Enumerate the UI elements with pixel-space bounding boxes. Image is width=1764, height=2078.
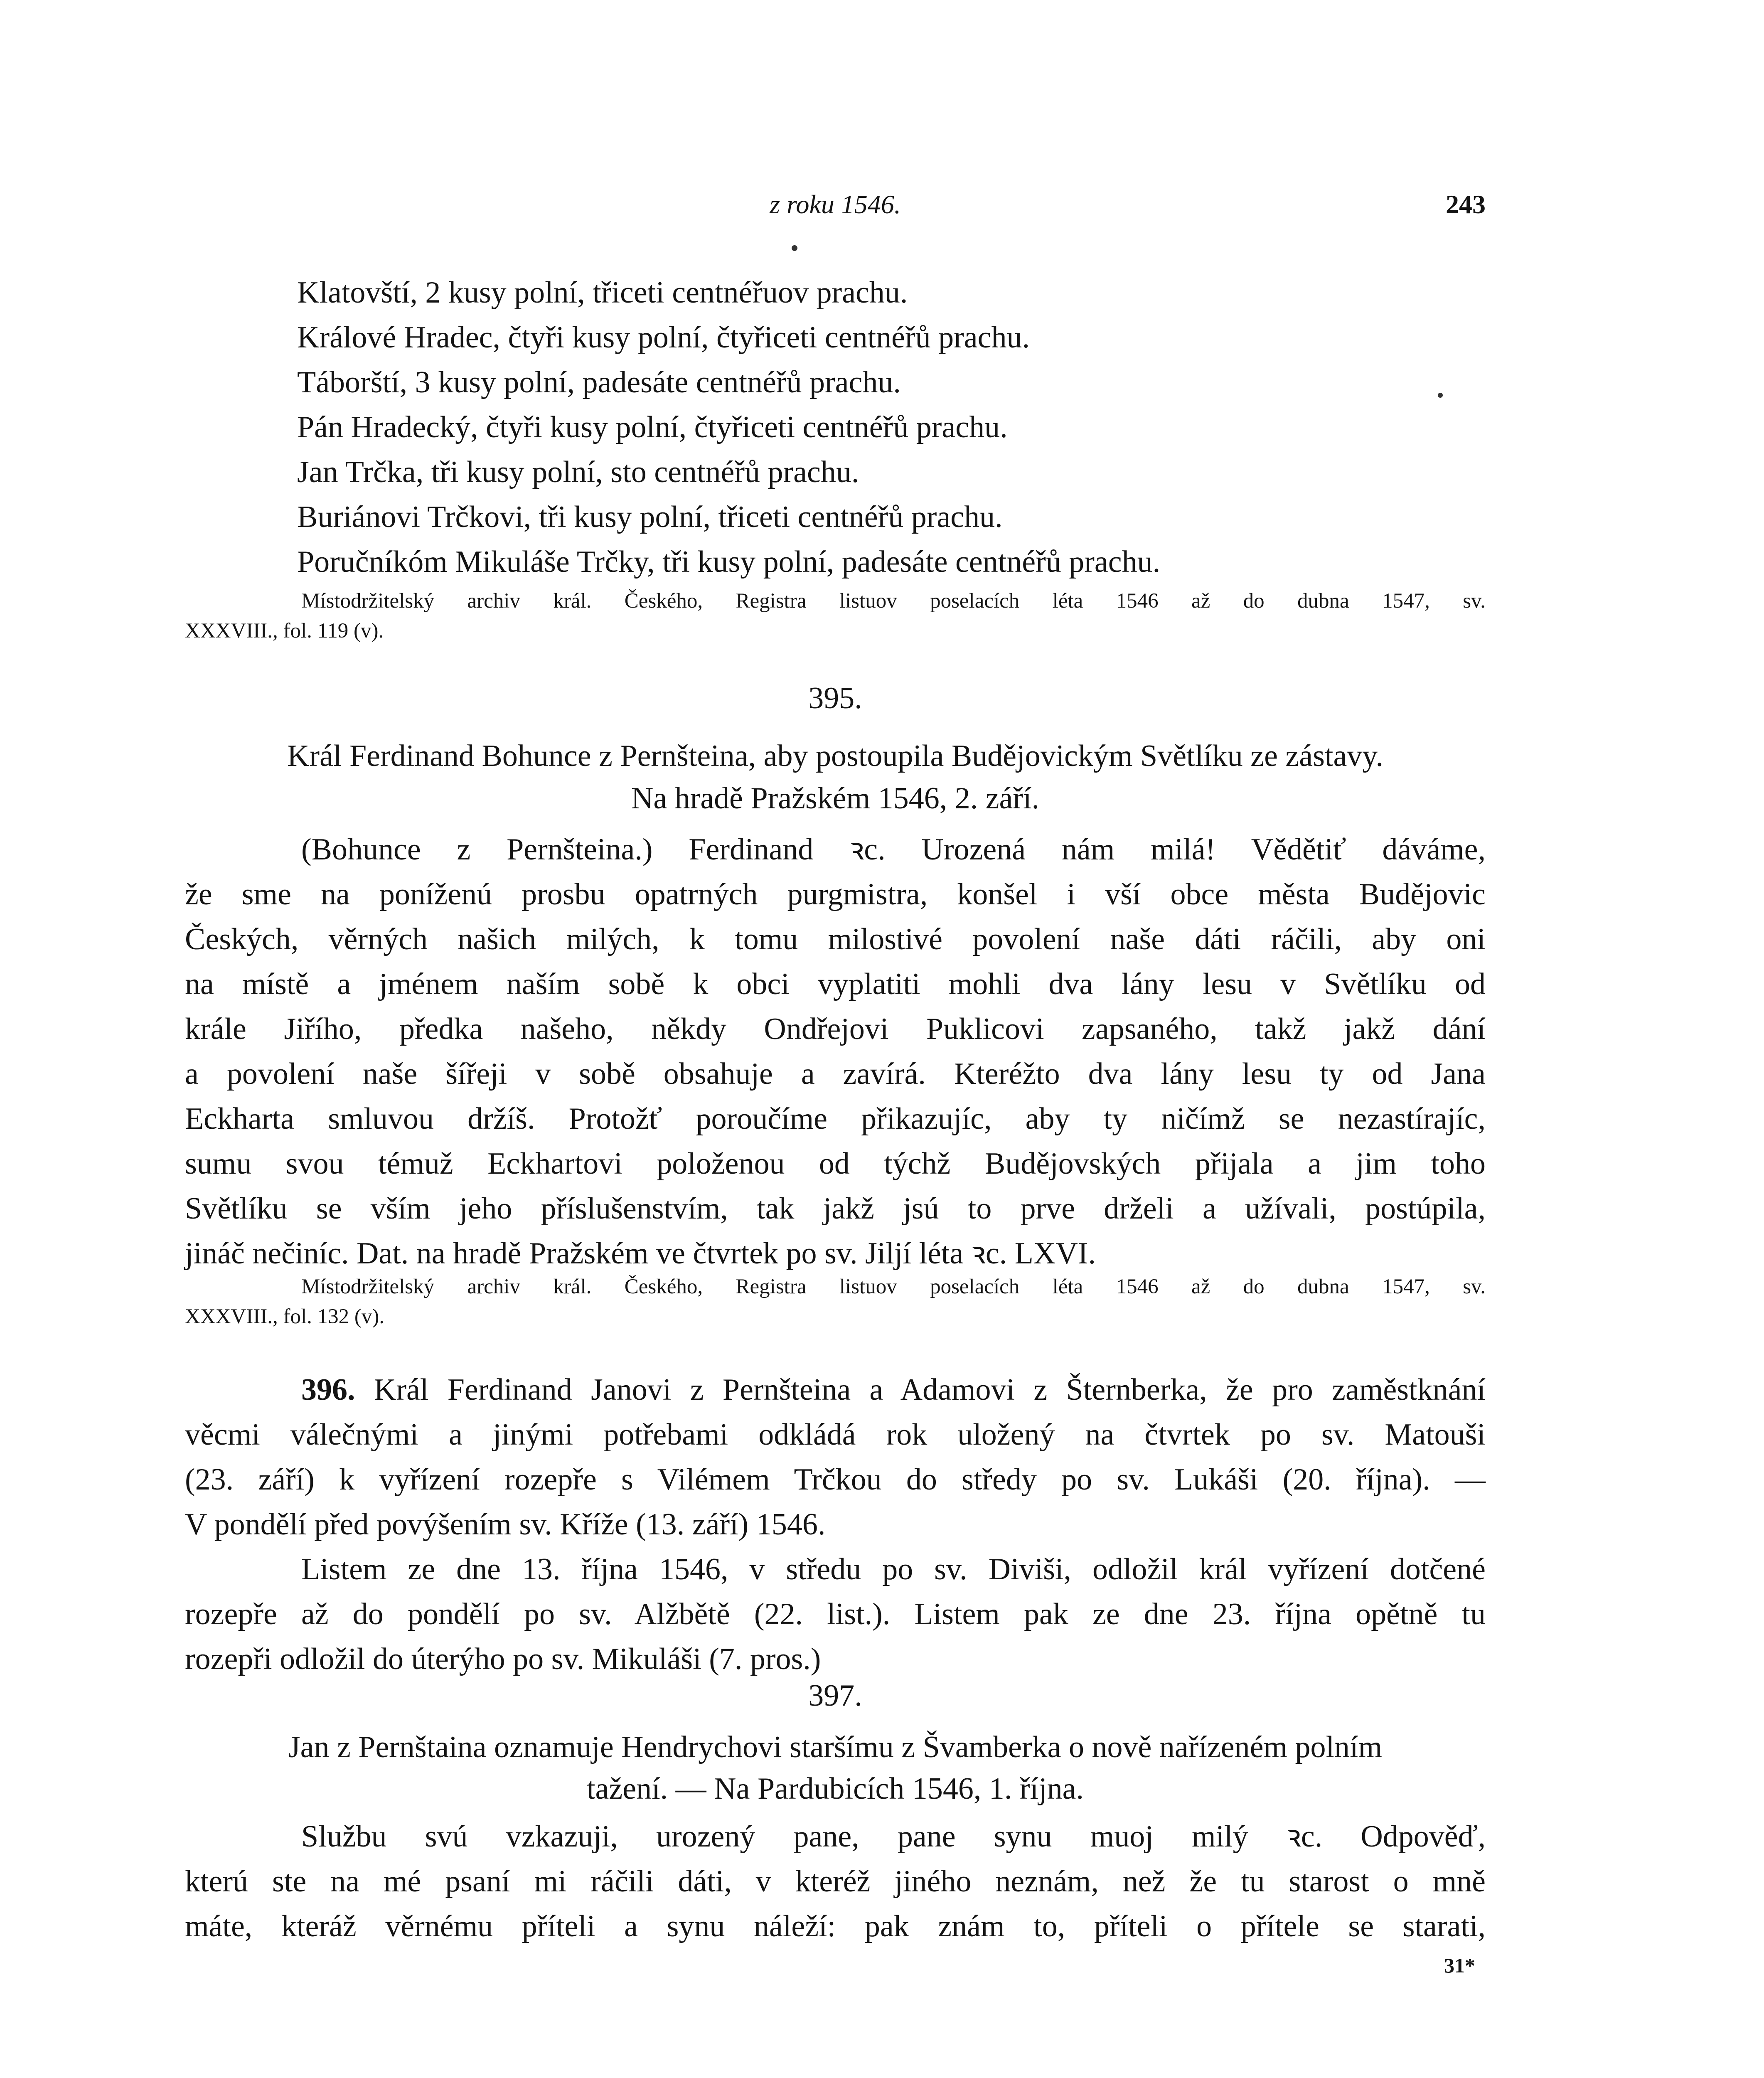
list-item: Klatovští, 2 kusy polní, třiceti centnéřuov prachu. bbox=[297, 276, 908, 310]
heading-line: tažení. — Na Pardubicích 1546, 1. října. bbox=[587, 1772, 1084, 1806]
heading-line: Jan z Pernštaina oznamuje Hendrychovi staršímu z Švamberka o nově nařízeném polním bbox=[288, 1730, 1383, 1764]
body-line: Eckharta smluvou držíš. Protožť poroučíme přikazujíc, aby ty ničímž se nezastírajíc, bbox=[185, 1102, 1486, 1136]
body-line: Službu svú vzkazuji, urozený pane, pane synu muoj milý ꝛc. Odpověď, bbox=[301, 1819, 1486, 1854]
citation-line: Místodržitelský archiv král. Českého, Registra listuov poselacích léta 1546 až do dubna 1547, sv. bbox=[301, 1275, 1486, 1298]
body-line: Světlíku se vším jeho příslušenstvím, tak jakž jsú to prve drželi a užívali, postúpila, bbox=[185, 1192, 1486, 1226]
signature-mark: 31* bbox=[1444, 1954, 1475, 1977]
body-line: na místě a jménem naším sobě k obci vyplatiti mohli dva lány lesu v Světlíku od bbox=[185, 967, 1486, 1001]
citation-line: Místodržitelský archiv král. Českého, Registra listuov poselacích léta 1546 až do dubna 1547, sv. bbox=[301, 589, 1486, 613]
list-item: Poručníkóm Mikuláše Trčky, tři kusy polní, padesáte centnéřů prachu. bbox=[297, 545, 1161, 579]
body-line: máte, kteráž věrnému příteli a synu náleží: pak znám to, příteli o přítele se starati, bbox=[185, 1909, 1486, 1943]
document-number-397: 397. bbox=[808, 1679, 862, 1713]
body-line: kterú ste na mé psaní mi ráčili dáti, v kteréž jiného neznám, než že tu starost o mně bbox=[185, 1864, 1486, 1898]
citation-line: XXXVIII., fol. 119 (v). bbox=[185, 619, 384, 643]
running-title: z roku 1546. bbox=[770, 190, 901, 219]
regest-line bbox=[185, 1367, 1486, 1412]
page-number: 243 bbox=[1446, 190, 1486, 219]
running-header bbox=[185, 189, 1486, 235]
note-line: rozepře až do pondělí po sv. Alžbětě (22. list.). Listem pak ze dne 23. října opětně tu bbox=[185, 1597, 1486, 1631]
regest-line: věcmi válečnými a jinými potřebami odkládá rok uložený na čtvrtek po sv. Matouši bbox=[185, 1418, 1486, 1452]
body-line: že sme na poníženú prosbu opatrných purgmistra, konšel i vší obce města Budějovic bbox=[185, 877, 1486, 911]
heading-line: Na hradě Pražském 1546, 2. září. bbox=[631, 781, 1040, 815]
note-line: Listem ze dne 13. října 1546, v středu po sv. Diviši, odložil král vyřízení dotčené bbox=[301, 1552, 1486, 1586]
regest-line: V pondělí před povýšením sv. Kříže (13. září) 1546. bbox=[185, 1507, 826, 1541]
list-item: Táborští, 3 kusy polní, padesáte centnéřů prachu. bbox=[297, 365, 901, 399]
regest-text: Král Ferdinand Janovi z Pernšteina a Adamovi z Šternberka, že pro zaměstknání bbox=[374, 1373, 1486, 1407]
citation-line: XXXVIII., fol. 132 (v). bbox=[185, 1305, 385, 1328]
scan-speck bbox=[792, 245, 797, 251]
body-line: (Bohunce z Pernšteina.) Ferdinand ꝛc. Urozená nám milá! Vědětiť dáváme, bbox=[301, 832, 1486, 867]
body-line: a povolení naše šířeji v sobě obsahuje a zavírá. Kteréžto dva lány lesu ty od Jana bbox=[185, 1057, 1486, 1091]
document-heading-397 bbox=[185, 1725, 1486, 1811]
document-body-395 bbox=[185, 827, 1486, 1276]
list-item: Králové Hradec, čtyři kusy polní, čtyřiceti centnéřů prachu. bbox=[297, 320, 1030, 355]
document-number-396: 396. bbox=[301, 1373, 355, 1407]
list-item: Buriánovi Trčkovi, tři kusy polní, třiceti centnéřů prachu. bbox=[297, 500, 1003, 534]
document-body-397 bbox=[185, 1814, 1486, 1949]
document-number-395: 395. bbox=[808, 681, 862, 715]
note-line: rozepři odložil do úterýho po sv. Mikuláši (7. pros.) bbox=[185, 1642, 821, 1676]
document-396 bbox=[185, 1367, 1486, 1682]
scan-speck bbox=[1438, 393, 1443, 398]
heading-line: Král Ferdinand Bohunce z Pernšteina, aby postoupila Budějovickým Světlíku ze zástavy. bbox=[287, 739, 1384, 773]
document-heading-395 bbox=[185, 734, 1486, 821]
regest-line: (23. září) k vyřízení rozepře s Vilémem Trčkou do středy po sv. Lukáši (20. října). — bbox=[185, 1462, 1486, 1497]
list-item: Jan Trčka, tři kusy polní, sto centnéřů prachu. bbox=[297, 455, 859, 489]
artillery-list bbox=[185, 270, 1486, 584]
list-item: Pán Hradecký, čtyři kusy polní, čtyřiceti centnéřů prachu. bbox=[297, 410, 1008, 444]
body-line: Českých, věrných našich milých, k tomu milostivé povolení naše dáti ráčili, aby oni bbox=[185, 922, 1486, 956]
body-line: jináč nečiníc. Dat. na hradě Pražském ve čtvrtek po sv. Jiljí léta ꝛc. LXVI. bbox=[185, 1236, 1096, 1270]
source-citation-1 bbox=[185, 586, 1486, 646]
source-citation-395 bbox=[185, 1272, 1486, 1332]
body-line: krále Jiřího, předka našeho, někdy Ondřejovi Puklicovi zapsaného, takž jakž dání bbox=[185, 1012, 1486, 1046]
body-line: sumu svou témuž Eckhartovi položenou od týchž Budějovských přijala a jim toho bbox=[185, 1147, 1486, 1181]
